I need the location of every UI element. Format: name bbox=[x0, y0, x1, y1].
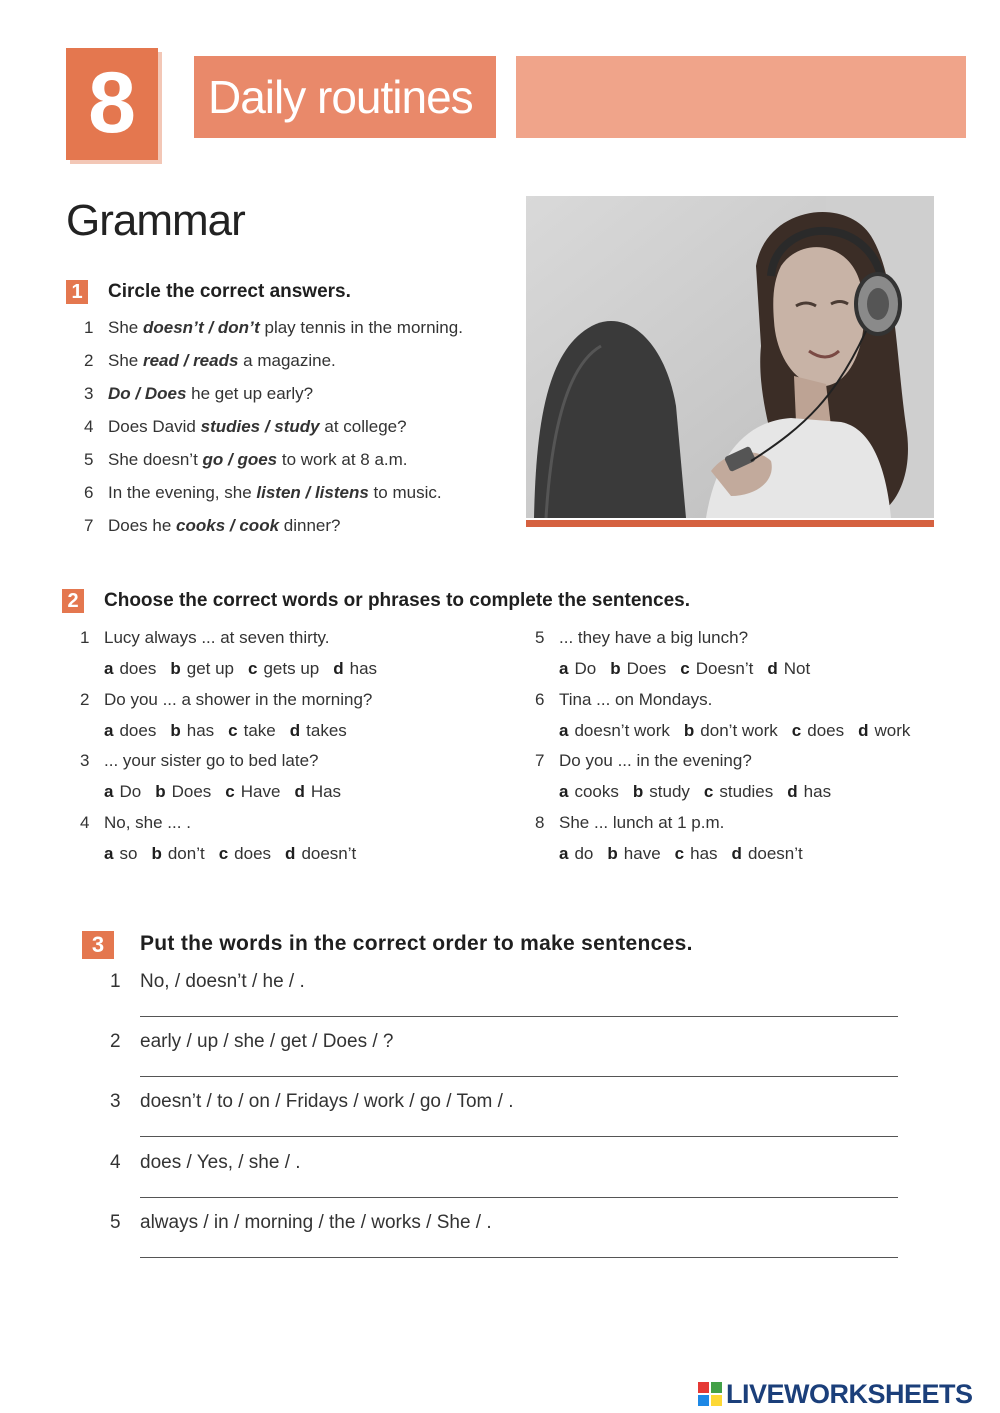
item-number: 1 bbox=[80, 628, 90, 647]
option-letter: a bbox=[104, 721, 114, 740]
item-number: 1 bbox=[84, 318, 94, 337]
sentence-text: Does David bbox=[108, 417, 201, 436]
answer-choice[interactable]: Do / Does bbox=[108, 384, 187, 403]
option-letter: a bbox=[559, 659, 569, 678]
sentence-text: to work at 8 a.m. bbox=[277, 450, 408, 469]
option-text[interactable]: doesn’t bbox=[301, 844, 357, 863]
option-text[interactable]: has bbox=[186, 721, 215, 740]
option-letter: c bbox=[674, 844, 685, 863]
option-text[interactable]: take bbox=[243, 721, 276, 740]
answer-choice[interactable]: listen / listens bbox=[256, 483, 369, 502]
option-text[interactable]: study bbox=[649, 782, 690, 801]
option-letter: a bbox=[559, 721, 569, 740]
unit-title-banner bbox=[194, 56, 496, 138]
question bbox=[535, 628, 748, 648]
option-text[interactable]: doesn’t bbox=[747, 844, 803, 863]
option-letter: d bbox=[333, 659, 344, 678]
option-text[interactable]: takes bbox=[306, 721, 347, 740]
item-number: 6 bbox=[535, 690, 545, 709]
sentence-text: She bbox=[108, 351, 143, 370]
option-letter: a bbox=[559, 782, 569, 801]
answer-line[interactable] bbox=[140, 1197, 898, 1198]
question-text: Lucy always ... at seven thirty. bbox=[104, 628, 330, 647]
list-item bbox=[84, 516, 340, 536]
exercise-2-badge: 2 bbox=[62, 589, 84, 613]
option-letter: b bbox=[170, 721, 181, 740]
question-text: She ... lunch at 1 p.m. bbox=[559, 813, 725, 832]
option-text[interactable]: does bbox=[234, 844, 272, 863]
exercise-3-badge: 3 bbox=[82, 931, 114, 959]
photo-girl-with-headphones bbox=[526, 196, 934, 518]
option-letter: d bbox=[285, 844, 296, 863]
sentence-text: to music. bbox=[368, 483, 442, 502]
item-number: 7 bbox=[84, 516, 94, 535]
sentence-text: In the evening, she bbox=[108, 483, 257, 502]
answer-line[interactable] bbox=[140, 1257, 898, 1258]
option-text[interactable]: Do bbox=[119, 782, 142, 801]
answer-choice[interactable]: go / goes bbox=[202, 450, 278, 469]
item-number: 1 bbox=[110, 971, 121, 992]
list-item bbox=[110, 1212, 492, 1234]
option-letter: c bbox=[791, 721, 802, 740]
option-text[interactable]: Have bbox=[240, 782, 281, 801]
options-row bbox=[104, 782, 355, 802]
scrambled-words: early / up / she / get / Does / ? bbox=[140, 1031, 394, 1052]
answer-line[interactable] bbox=[140, 1016, 898, 1017]
exercise-1-instruction: Circle the correct answers. bbox=[108, 281, 351, 302]
option-letter: c bbox=[228, 721, 238, 740]
option-text[interactable]: don’t work bbox=[700, 721, 778, 740]
question-text: ... your sister go to bed late? bbox=[104, 751, 319, 770]
sentence-text: Does he bbox=[108, 516, 177, 535]
item-number: 6 bbox=[84, 483, 94, 502]
list-item bbox=[110, 1091, 513, 1113]
list-item bbox=[110, 971, 305, 993]
option-text[interactable]: doesn’t work bbox=[574, 721, 670, 740]
list-item bbox=[84, 351, 336, 371]
exercise-1-badge: 1 bbox=[66, 280, 88, 304]
question bbox=[80, 751, 319, 771]
unit-number-badge bbox=[66, 48, 158, 160]
unit-number: 8 bbox=[88, 55, 136, 151]
option-text[interactable]: Does bbox=[626, 659, 667, 678]
item-number: 3 bbox=[84, 384, 94, 403]
option-letter: b bbox=[683, 721, 695, 740]
option-text[interactable]: has bbox=[349, 659, 378, 678]
option-text[interactable]: has bbox=[690, 844, 718, 863]
answer-choice[interactable]: cooks / cook bbox=[176, 516, 280, 535]
exercise-3-instruction: Put the words in the correct order to make sentences. bbox=[140, 932, 693, 955]
option-text[interactable]: does bbox=[807, 721, 845, 740]
item-number: 8 bbox=[535, 813, 545, 832]
options-row bbox=[559, 721, 924, 741]
option-letter: d bbox=[858, 721, 869, 740]
sentence-text: play tennis in the morning. bbox=[259, 318, 463, 337]
question-text: Do you ... in the evening? bbox=[559, 751, 752, 770]
options-row bbox=[559, 782, 845, 802]
option-letter: c bbox=[248, 659, 258, 678]
option-letter: b bbox=[155, 782, 166, 801]
option-text[interactable]: Has bbox=[310, 782, 342, 801]
option-letter: a bbox=[104, 782, 114, 801]
logo-text: LIVEWORKSHEETS bbox=[726, 1379, 973, 1409]
option-letter: d bbox=[767, 659, 778, 678]
list-item bbox=[84, 450, 408, 470]
scrambled-words: doesn’t / to / on / Fridays / work / go / Tom / . bbox=[140, 1091, 514, 1112]
option-letter: a bbox=[559, 844, 569, 863]
item-number: 4 bbox=[84, 417, 94, 436]
option-text[interactable]: so bbox=[119, 844, 138, 863]
item-number: 5 bbox=[84, 450, 94, 469]
question bbox=[535, 813, 724, 833]
scrambled-words: always / in / morning / the / works / She / . bbox=[140, 1212, 492, 1233]
unit-title: Daily routines bbox=[208, 71, 473, 123]
option-text[interactable]: has bbox=[803, 782, 832, 801]
item-number: 4 bbox=[110, 1152, 121, 1173]
option-text[interactable]: does bbox=[119, 659, 157, 678]
option-letter: d bbox=[787, 782, 798, 801]
question-text: Do you ... a shower in the morning? bbox=[104, 690, 373, 709]
option-letter: b bbox=[607, 844, 618, 863]
option-text[interactable]: does bbox=[119, 721, 157, 740]
sentence-text: She doesn’t bbox=[108, 450, 203, 469]
title-decor-bar bbox=[516, 56, 966, 138]
item-number: 2 bbox=[80, 690, 90, 709]
option-letter: d bbox=[289, 721, 301, 740]
item-number: 3 bbox=[110, 1091, 121, 1112]
option-letter: b bbox=[632, 782, 644, 801]
option-text[interactable]: have bbox=[623, 844, 661, 863]
item-number: 4 bbox=[80, 813, 90, 832]
item-number: 2 bbox=[84, 351, 94, 370]
answer-line[interactable] bbox=[140, 1076, 898, 1077]
question-text: No, she ... . bbox=[104, 813, 191, 832]
option-text[interactable]: Do bbox=[574, 659, 597, 678]
option-text[interactable]: Not bbox=[783, 659, 811, 678]
answer-choice[interactable]: doesn’t / don’t bbox=[142, 318, 260, 337]
option-letter: b bbox=[151, 844, 162, 863]
question bbox=[80, 628, 330, 648]
question bbox=[80, 813, 191, 833]
option-text[interactable]: do bbox=[574, 844, 594, 863]
section-heading: Grammar bbox=[66, 196, 245, 245]
option-text[interactable]: gets up bbox=[263, 659, 320, 678]
item-number: 2 bbox=[110, 1031, 121, 1052]
option-text[interactable]: work bbox=[874, 721, 911, 740]
question bbox=[535, 690, 712, 710]
option-text[interactable]: Doesn’t bbox=[695, 659, 754, 678]
options-row bbox=[559, 844, 817, 864]
list-item bbox=[84, 384, 313, 404]
item-number: 5 bbox=[535, 628, 545, 647]
item-number: 3 bbox=[80, 751, 90, 770]
option-text[interactable]: get up bbox=[186, 659, 234, 678]
option-text[interactable]: cooks bbox=[574, 782, 619, 801]
photo-underline bbox=[526, 520, 934, 527]
option-letter: a bbox=[104, 844, 114, 863]
list-item bbox=[110, 1031, 393, 1053]
option-letter: b bbox=[170, 659, 181, 678]
list-item bbox=[84, 318, 463, 338]
option-letter: d bbox=[731, 844, 742, 863]
question-text: Tina ... on Mondays. bbox=[559, 690, 713, 709]
exercise-2-instruction: Choose the correct words or phrases to complete the sentences. bbox=[104, 590, 690, 611]
option-text[interactable]: studies bbox=[719, 782, 774, 801]
answer-line[interactable] bbox=[140, 1136, 898, 1137]
option-text[interactable]: Does bbox=[171, 782, 212, 801]
sentence-text: She bbox=[108, 318, 143, 337]
list-item bbox=[110, 1152, 301, 1174]
list-item bbox=[84, 417, 407, 437]
option-letter: d bbox=[294, 782, 305, 801]
question bbox=[535, 751, 752, 771]
options-row bbox=[559, 659, 824, 679]
option-letter: c bbox=[225, 782, 235, 801]
liveworksheets-logo-icon bbox=[698, 1382, 722, 1406]
item-number: 7 bbox=[535, 751, 545, 770]
answer-choice[interactable]: studies / study bbox=[200, 417, 320, 436]
question-text: ... they have a big lunch? bbox=[559, 628, 749, 647]
list-item bbox=[84, 483, 442, 503]
sentence-text: he get up early? bbox=[186, 384, 314, 403]
option-letter: c bbox=[680, 659, 690, 678]
option-letter: c bbox=[218, 844, 229, 863]
option-letter: a bbox=[104, 659, 114, 678]
options-row bbox=[104, 659, 391, 679]
option-letter: b bbox=[610, 659, 621, 678]
question bbox=[80, 690, 372, 710]
scrambled-words: does / Yes, / she / . bbox=[140, 1152, 301, 1173]
answer-choice[interactable]: read / reads bbox=[142, 351, 239, 370]
options-row bbox=[104, 721, 361, 741]
sentence-text: at college? bbox=[319, 417, 407, 436]
options-row bbox=[104, 844, 370, 864]
scrambled-words: No, / doesn’t / he / . bbox=[140, 971, 305, 992]
sentence-text: dinner? bbox=[279, 516, 341, 535]
item-number: 5 bbox=[110, 1212, 121, 1233]
option-text[interactable]: don’t bbox=[167, 844, 205, 863]
sentence-text: a magazine. bbox=[238, 351, 336, 370]
option-letter: c bbox=[703, 782, 714, 801]
